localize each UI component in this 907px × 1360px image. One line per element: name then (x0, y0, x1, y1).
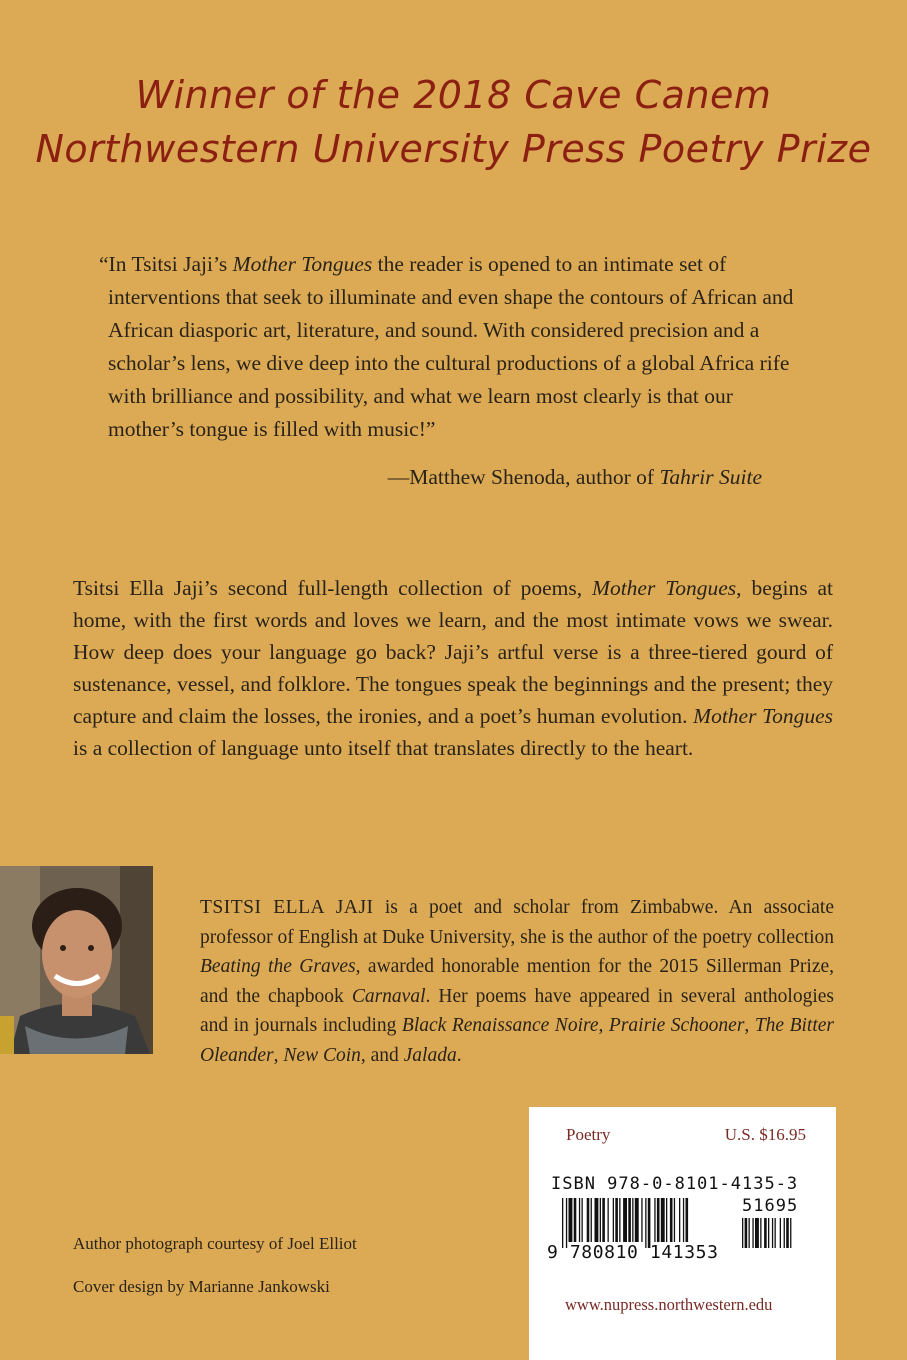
barcode-bar (632, 1198, 633, 1242)
addon-bar (780, 1218, 781, 1248)
barcode-bar (566, 1198, 567, 1248)
barcode-bar (619, 1198, 620, 1242)
isbn-text: ISBN 978-0-8101-4135-3 (551, 1174, 799, 1194)
addon-bar (772, 1218, 773, 1248)
addon-bar (784, 1218, 785, 1248)
bio-book-2: Carnaval (351, 985, 426, 1007)
bio-book-1: Beating the Graves (200, 956, 356, 977)
publisher-url: www.nupress.northwestern.edu (565, 1295, 773, 1314)
quote-attribution (388, 465, 762, 490)
quote-part-1: “In Tsitsi Jaji’s (99, 252, 233, 276)
barcode-bar (591, 1198, 592, 1242)
barcode-bar (569, 1198, 573, 1242)
bio-journal-4: New Coin (283, 1044, 361, 1066)
bio-text-2: , awarded honorable mention for the 2015 Sillerman Prize, and the chapbook (200, 956, 835, 1007)
bio-end: . (456, 1044, 462, 1066)
author-bio (200, 893, 834, 1070)
quote-book-title: Mother Tongues (232, 252, 373, 276)
barcode-bar (674, 1198, 675, 1242)
barcode-bar (608, 1198, 609, 1242)
bio-sep-2: , (744, 1015, 755, 1036)
barcode-bar (562, 1198, 563, 1248)
addon-bar (764, 1218, 767, 1248)
author-name: TSITSI ELLA JAJI (200, 897, 374, 918)
barcode-bar (628, 1198, 631, 1242)
bio-text-1: is a poet and scholar from Zimbabwe. An associate professor of English at Duke University, she is the author of the poetry collection (200, 897, 834, 948)
barcode-bar (579, 1198, 580, 1242)
barcode-bar (654, 1198, 655, 1242)
quote-part-2: the reader is opened to an intimate set of interventions that seek to illuminate and even shape the contours of African and African diasporic art, literature, and sound. With considered precision and a scholar’s lens, we dive deep into the cultural productions of a global Africa rife with brilliance and possibility, and what we learn most clearly is that our mother’s tongue is filled with music!” (108, 252, 794, 441)
design-credit: Cover design by Marianne Jankowski (73, 1277, 330, 1296)
barcode-bar (666, 1198, 667, 1242)
barcode-bar (679, 1198, 680, 1242)
addon-bar (745, 1218, 748, 1248)
bio-sep-3: , (273, 1044, 284, 1066)
prize-line-1: Winner of the 2018 Cave Canem (135, 73, 772, 117)
barcode-bar (670, 1198, 673, 1242)
bio-journal-1: Black Renaissance Noire (401, 1015, 599, 1036)
prize-heading (0, 68, 907, 176)
barcode-bar (641, 1198, 642, 1242)
barcode-bar (648, 1198, 651, 1248)
price-label: U.S. $16.95 (724, 1125, 806, 1144)
barcode-box (529, 1107, 836, 1360)
addon-digits: 51695 (742, 1196, 799, 1216)
addon-bar (775, 1218, 776, 1248)
bio-journal-5: Jalada (403, 1044, 457, 1066)
genre-label: Poetry (566, 1125, 611, 1144)
barcode-bar (661, 1198, 665, 1242)
desc-title-1: Mother Tongues (592, 576, 737, 600)
barcode-bar (623, 1198, 627, 1242)
credits (73, 1222, 357, 1308)
barcode-digits: 9 780810 141353 (547, 1242, 719, 1263)
attribution-book-title: Tahrir Suite (659, 465, 762, 489)
desc-part-3: is a collection of language unto itself that translates directly to the heart. (73, 736, 694, 760)
barcode-bar (645, 1198, 646, 1248)
addon-bar (760, 1218, 761, 1248)
barcode-bar (602, 1198, 605, 1242)
desc-part-1: Tsitsi Ella Jaji’s second full-length collection of poems, (73, 576, 593, 600)
photo-credit: Author photograph courtesy of Joel Elliot (73, 1234, 357, 1253)
book-description (73, 572, 833, 764)
barcode-bar (595, 1198, 599, 1242)
barcode-bar (582, 1198, 583, 1242)
bio-text-3: . Her poems have appeared in several anthologies and in journals including (200, 985, 834, 1036)
bio-sep-4: , and (360, 1044, 404, 1066)
attribution-prefix: —Matthew Shenoda, author of (387, 465, 660, 489)
bio-journal-2: Prairie Schooner (608, 1015, 745, 1036)
prize-line-2: Northwestern University Press Poetry Prize (35, 127, 872, 171)
barcode-bar (587, 1198, 590, 1242)
quote-text (99, 248, 808, 446)
bio-journal-3: The Bitter Oleander (200, 1015, 835, 1066)
barcode-bar (686, 1198, 689, 1242)
barcode-bar (615, 1198, 618, 1242)
barcode-bar (574, 1198, 577, 1242)
bio-sep-1: , (598, 1015, 609, 1036)
barcode-bar (613, 1198, 614, 1242)
addon-bar (768, 1218, 769, 1248)
addon-bar (755, 1218, 759, 1248)
blurb-quote (99, 248, 808, 446)
author-portrait-image (0, 866, 153, 1054)
addon-bar (790, 1218, 791, 1248)
barcode-bar (635, 1198, 639, 1242)
addon-bar (752, 1218, 753, 1248)
addon-bar (742, 1218, 743, 1248)
addon-bar (749, 1218, 750, 1248)
barcode-bar (683, 1198, 684, 1242)
barcode-bar (657, 1198, 660, 1242)
barcode-bar (600, 1198, 601, 1242)
desc-title-2: Mother Tongues (693, 704, 833, 728)
desc-part-2: , begins at home, with the first words and loves we learn, and the most intimate vows we swear. How deep does your language go back? Jaji’s artful verse is a three-tiered gourd of sustenance, vessel, and folklore. The tongues speak the beginnings and the present; they capture and claim the losses, the ironies, and a poet’s human evolution. (73, 576, 834, 728)
author-photo (0, 866, 153, 1054)
addon-bar (786, 1218, 789, 1248)
